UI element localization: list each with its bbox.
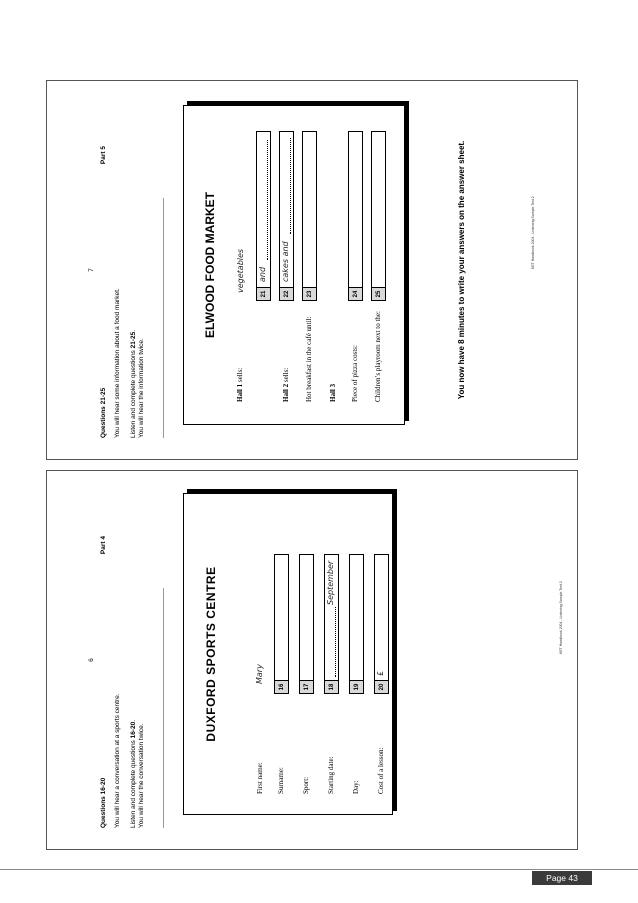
question-number-22: 22 xyxy=(280,287,293,300)
surname-label: Surname: xyxy=(277,767,285,794)
sport-label: Sport: xyxy=(302,776,310,794)
repeat-note: You will hear the information twice. xyxy=(138,338,145,438)
cost-label: Cost of a lesson: xyxy=(377,747,385,794)
question-number-18: 18 xyxy=(325,680,338,693)
hall-1-name: Hall 1 xyxy=(236,383,244,402)
first-name-answer: Mary xyxy=(255,664,264,684)
page-7-sheet xyxy=(46,80,578,460)
divider xyxy=(163,588,164,828)
page-number: 6 xyxy=(88,658,95,662)
answer-box-23[interactable] xyxy=(302,131,317,301)
instruction-prefix: Listen and complete questions xyxy=(130,738,137,828)
page-footer: KET Handbook 2004 - Listening Sample Test 2 xyxy=(531,196,535,269)
hall-3-label: Hall 3 xyxy=(329,383,337,402)
hall-2-label xyxy=(282,368,290,402)
page-bar xyxy=(0,869,638,870)
instruction-suffix: . xyxy=(130,719,137,722)
instruction-text xyxy=(130,330,138,438)
page-footer: KET Handbook 2004 - Listening Sample Test 2 xyxy=(559,581,563,654)
question-number-19: 19 xyxy=(350,680,363,693)
closing-note: You now have 8 minutes to write your answers on the answer sheet. xyxy=(457,140,466,400)
question-number-23: 23 xyxy=(303,287,316,300)
q22-prefix: cakes and xyxy=(281,241,290,282)
answer-box-24[interactable] xyxy=(348,131,363,301)
starting-date-answer: September xyxy=(326,560,335,605)
day-label: Day: xyxy=(352,780,360,794)
question-number-17: 17 xyxy=(300,680,313,693)
answer-box-22[interactable] xyxy=(279,131,294,301)
repeat-note: You will hear the conversation twice. xyxy=(138,723,145,828)
answer-box-18[interactable] xyxy=(324,554,339,694)
question-number-25: 25 xyxy=(372,287,385,300)
part-label: Part 4 xyxy=(100,536,107,555)
page-7-content xyxy=(47,81,577,459)
pizza-label: Piece of pizza costs: xyxy=(351,345,359,402)
question-number-24: 24 xyxy=(349,287,362,300)
card-title: ELWOOD FOOD MARKET xyxy=(203,192,217,338)
sports-centre-card xyxy=(183,493,393,815)
question-number-20: 20 xyxy=(375,680,388,693)
intro-text: You will hear some information about a food market. xyxy=(114,288,121,438)
page-label: Page 43 xyxy=(532,871,592,885)
questions-heading: Questions 16-20 xyxy=(100,777,107,828)
page-6-content xyxy=(47,471,577,849)
hall-1-suffix: sells: xyxy=(236,367,244,384)
answer-box-17[interactable] xyxy=(299,554,314,694)
answer-box-20[interactable] xyxy=(374,554,389,694)
food-market-card xyxy=(183,105,405,425)
q21-prefix: and xyxy=(258,266,267,282)
dotted-line xyxy=(290,138,291,234)
part-label: Part 5 xyxy=(100,146,107,165)
hall-1-answer: vegetables xyxy=(236,248,245,293)
question-number-16: 16 xyxy=(275,680,288,693)
hot-breakfast-label: Hot breakfast in the café until: xyxy=(305,316,313,402)
card-title: DUXFORD SPORTS CENTRE xyxy=(204,566,218,742)
dotted-line xyxy=(335,607,336,677)
answer-box-21[interactable] xyxy=(256,131,271,301)
first-name-label: First name: xyxy=(256,762,264,794)
instruction-prefix: Listen and complete questions xyxy=(130,348,137,438)
currency-prefix: £ xyxy=(376,670,385,676)
hall-2-suffix: sells: xyxy=(282,367,290,384)
question-number-21: 21 xyxy=(257,287,270,300)
divider xyxy=(163,198,164,438)
hall-2-name: Hall 2 xyxy=(282,383,290,402)
instruction-suffix: . xyxy=(130,329,137,332)
intro-text: You will hear a conversation at a sports centre. xyxy=(114,693,121,828)
instruction-range: 21-25 xyxy=(130,331,137,349)
page-number: 7 xyxy=(88,268,95,272)
dotted-line xyxy=(267,140,268,260)
starting-date-label: Starting date: xyxy=(327,756,335,794)
instruction-text xyxy=(130,720,138,828)
playroom-label: Children’s playroom next to the: xyxy=(374,311,382,402)
answer-box-19[interactable] xyxy=(349,554,364,694)
answer-box-16[interactable] xyxy=(274,554,289,694)
page-6-sheet xyxy=(46,470,578,850)
questions-heading: Questions 21-25 xyxy=(100,387,107,438)
answer-box-25[interactable] xyxy=(371,131,386,301)
hall-1-label xyxy=(236,368,244,402)
instruction-range: 16-20 xyxy=(130,721,137,739)
